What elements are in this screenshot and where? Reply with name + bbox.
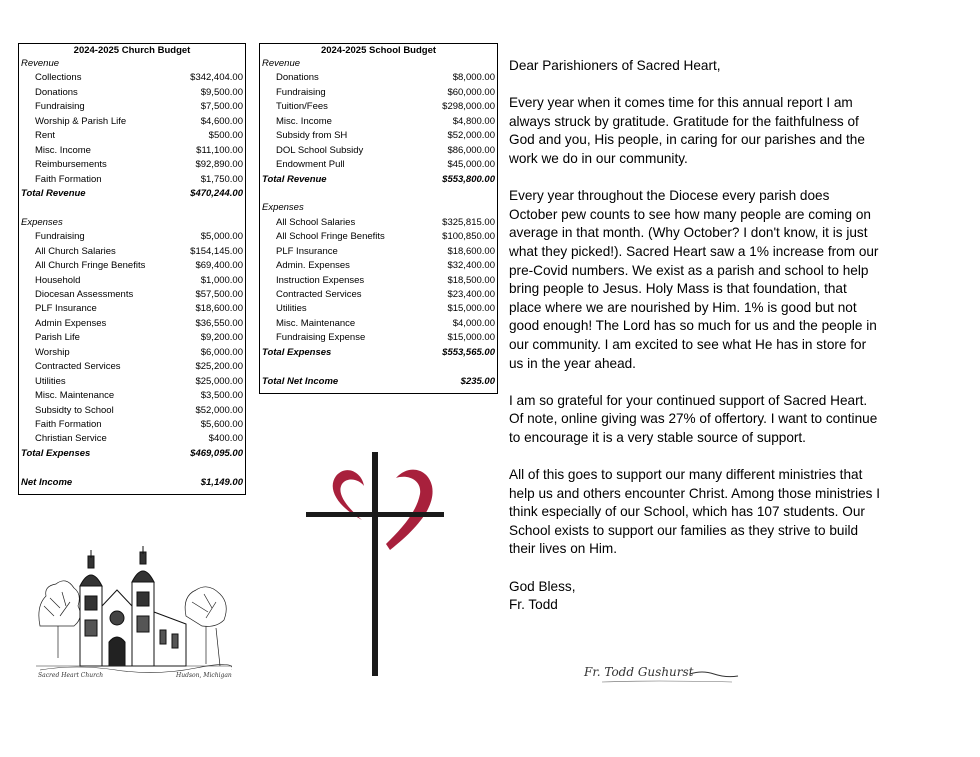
row-label: PLF Insurance (35, 303, 97, 315)
row-value: $25,200.00 (195, 361, 243, 373)
row-value: $69,400.00 (195, 260, 243, 272)
row-value: $86,000.00 (447, 144, 495, 156)
row-label: Contracted Services (276, 289, 362, 300)
pastor-letter (509, 57, 881, 615)
section-header (19, 57, 245, 71)
row-label: Revenue (21, 58, 60, 69)
section-header (260, 57, 497, 71)
row-value: $469,095.00 (190, 447, 243, 459)
row-value: $5,000.00 (200, 231, 243, 243)
row-value: $9,200.00 (200, 332, 243, 344)
row-label: Misc. Maintenance (276, 317, 356, 329)
row-label: Household (35, 274, 81, 286)
section-header (19, 216, 245, 230)
budget-row (19, 100, 245, 114)
row-label: Instruction Expenses (276, 274, 365, 286)
budget-row (19, 389, 245, 403)
row-label: Expenses (21, 216, 63, 228)
row-value: $25,000.00 (195, 375, 243, 387)
budget-row (260, 230, 497, 244)
cross-heart-logo (300, 450, 450, 680)
row-value: $5,600.00 (200, 418, 243, 430)
row-label: Fundraising (35, 101, 85, 113)
row-label: Reimbursements (35, 159, 107, 171)
letter-paragraph: All of this goes to support our many different ministries that help us and others encounter Christ. Among those ministries I think especially of our School, which has 107 students. Our School exists to support our families as they strive to build their lives on Him. (509, 467, 881, 557)
row-value: $553,800.00 (442, 173, 495, 185)
row-label: Rent (35, 130, 56, 142)
letter-signer: Fr. Todd (509, 597, 558, 613)
row-value: $100,850.00 (442, 231, 495, 243)
row-label: Utilities (276, 303, 307, 315)
row-label: Contracted Services (35, 361, 121, 373)
row-value: $553,565.00 (442, 346, 495, 358)
budget-row (19, 346, 245, 360)
budget-row (19, 274, 245, 288)
budget-row (260, 317, 497, 331)
row-label: All Church Fringe Benefits (35, 260, 146, 272)
row-label: Parish Life (35, 332, 80, 344)
budget-row (260, 274, 497, 288)
budget-row (260, 129, 497, 143)
church-drawing-caption-right: Hudson, Michigan (176, 672, 232, 679)
row-label: Subsidty to School (35, 404, 114, 416)
row-value: $15,000.00 (447, 332, 495, 344)
budget-row (19, 360, 245, 374)
row-value: $4,000.00 (452, 317, 495, 329)
total-row (260, 375, 497, 389)
row-label: Total Expenses (21, 447, 91, 459)
total-row (260, 173, 497, 187)
row-label: Diocesan Assessments (35, 289, 134, 300)
budget-row (260, 115, 497, 129)
signature-text: Fr. Todd Gushurst (584, 665, 694, 679)
row-label: Donations (35, 86, 78, 98)
budget-row (19, 115, 245, 129)
row-label: Utilities (35, 375, 66, 387)
cross-horizontal (306, 512, 444, 517)
budget-row (260, 331, 497, 345)
row-label: Total Expenses (262, 346, 332, 358)
cross-vertical (372, 452, 378, 676)
row-label: Subsidy from SH (276, 130, 348, 142)
budget-row (260, 288, 497, 302)
row-value: $60,000.00 (447, 86, 495, 98)
row-value: $1,000.00 (200, 274, 243, 286)
row-value: $235.00 (460, 375, 495, 387)
row-label: PLF Insurance (276, 245, 338, 257)
spacer-row (19, 461, 245, 475)
budget-row (19, 245, 245, 259)
row-value: $57,500.00 (195, 289, 243, 300)
row-label: Fundraising (35, 231, 85, 243)
school-budget-table (259, 43, 498, 394)
row-label: Misc. Income (276, 115, 332, 127)
letter-closing: God Bless, (509, 578, 576, 594)
church-budget-title: 2024-2025 Church Budget (73, 45, 191, 56)
signature-image (582, 660, 742, 686)
budget-row (19, 259, 245, 273)
row-label: Admin. Expenses (276, 260, 350, 272)
row-value: $500.00 (208, 130, 243, 142)
row-value: $23,400.00 (447, 289, 495, 300)
row-value: $32,400.00 (447, 260, 495, 272)
section-header (260, 201, 497, 215)
school-budget-title: 2024-2025 School Budget (320, 45, 437, 56)
row-label: Donations (276, 72, 319, 84)
row-value: $7,500.00 (200, 101, 243, 113)
row-value: $36,550.00 (195, 317, 243, 329)
row-value: $298,000.00 (442, 101, 495, 113)
row-value: $92,890.00 (195, 159, 243, 171)
budget-row (260, 144, 497, 158)
row-value: $8,000.00 (452, 72, 495, 84)
budget-row (260, 259, 497, 273)
budget-row (19, 129, 245, 143)
row-label: Total Revenue (21, 187, 86, 199)
total-row (260, 346, 497, 360)
row-value: $18,600.00 (447, 245, 495, 257)
row-label: Revenue (262, 58, 301, 69)
budget-row (19, 230, 245, 244)
budget-row (19, 331, 245, 345)
row-label: Endowment Pull (276, 159, 345, 171)
row-label: Admin Expenses (35, 317, 107, 329)
budget-row (260, 86, 497, 100)
row-value: $6,000.00 (200, 346, 243, 358)
row-label: All School Fringe Benefits (276, 231, 385, 243)
row-value: $342,404.00 (190, 72, 243, 84)
row-label: Fundraising (276, 86, 326, 98)
budget-row (19, 86, 245, 100)
row-value: $4,600.00 (200, 115, 243, 127)
row-label: Christian Service (35, 433, 107, 445)
row-label: Faith Formation (35, 418, 102, 430)
budget-row (19, 288, 245, 302)
row-label: Collections (35, 72, 82, 84)
row-label: Expenses (262, 202, 304, 214)
budget-row (260, 245, 497, 259)
spacer-row (260, 187, 497, 201)
church-drawing-caption-left: Sacred Heart Church (38, 672, 104, 679)
total-row (19, 447, 245, 461)
row-value: $52,000.00 (447, 130, 495, 142)
total-row (19, 187, 245, 201)
row-label: Worship & Parish Life (35, 115, 127, 127)
letter-salutation: Dear Parishioners of Sacred Heart, (509, 58, 721, 73)
row-value: $18,600.00 (195, 303, 243, 315)
spacer-row (260, 360, 497, 374)
budget-row (19, 375, 245, 389)
row-label: Faith Formation (35, 173, 102, 185)
row-label: Tuition/Fees (276, 101, 328, 113)
row-label: Worship (35, 346, 70, 358)
row-value: $11,100.00 (196, 144, 243, 156)
row-value: $154,145.00 (190, 245, 243, 257)
budget-row (19, 71, 245, 85)
budget-row (260, 158, 497, 172)
row-value: $15,000.00 (447, 303, 495, 315)
church-budget-table (18, 43, 246, 495)
row-value: $1,149.00 (200, 476, 243, 488)
row-value: $400.00 (208, 433, 243, 445)
row-value: $1,750.00 (200, 173, 243, 185)
row-label: All Church Salaries (35, 245, 116, 257)
spacer-row (19, 201, 245, 215)
budget-row (19, 158, 245, 172)
row-value: $18,500.00 (447, 274, 495, 286)
row-label: Total Revenue (262, 173, 327, 185)
row-label: Fundraising Expense (276, 332, 366, 344)
budget-row (260, 71, 497, 85)
budget-row (19, 418, 245, 432)
letter-paragraph: Every year when it comes time for this annual report I am always struck by gratitude. Gratitude for the faithfulness of God and you, His people, in caring for our parishes and the work we do in our community. (509, 95, 865, 166)
budget-row (19, 173, 245, 187)
budget-row (19, 144, 245, 158)
budget-row (19, 302, 245, 316)
budget-row (260, 216, 497, 230)
budget-row (260, 302, 497, 316)
budget-row (19, 404, 245, 418)
row-value: $45,000.00 (447, 159, 495, 171)
church-drawing (36, 546, 232, 680)
row-label: Total Net Income (262, 375, 339, 387)
row-label: Misc. Income (35, 144, 91, 156)
letter-paragraph: I am so grateful for your continued support of Sacred Heart. Of note, online giving was 27% of offertory. I want to continue to encourage it is a very stable source of support. (509, 392, 878, 445)
row-value: $470,244.00 (190, 187, 243, 199)
budget-row (260, 100, 497, 114)
row-label: All School Salaries (276, 216, 356, 228)
row-label: DOL School Subsidy (276, 144, 364, 156)
budget-row (19, 432, 245, 446)
row-value: $3,500.00 (200, 390, 243, 402)
letter-paragraph: Every year throughout the Diocese every parish does October pew counts to see how many people are coming on average in that month. (Why October? I don't know, it is just what they picked!). Sacred Heart saw a 1% increase from our pre-Covid numbers. We exist as a parish and school to help bring people to Jesus. Holy Mass is that foundation, that place where we are nourished by Him. 1% is good but not good enough! The Lord has so much for us and the people in our community. I am excited to see what He has in store for us in the year ahead. (509, 188, 879, 371)
row-value: $325,815.00 (442, 216, 495, 228)
row-value: $52,000.00 (195, 404, 243, 416)
budget-row (19, 317, 245, 331)
row-value: $9,500.00 (200, 86, 243, 98)
total-row (19, 476, 245, 490)
row-label: Misc. Maintenance (35, 390, 115, 402)
row-value: $4,800.00 (452, 115, 495, 127)
row-label: Net Income (21, 476, 73, 488)
